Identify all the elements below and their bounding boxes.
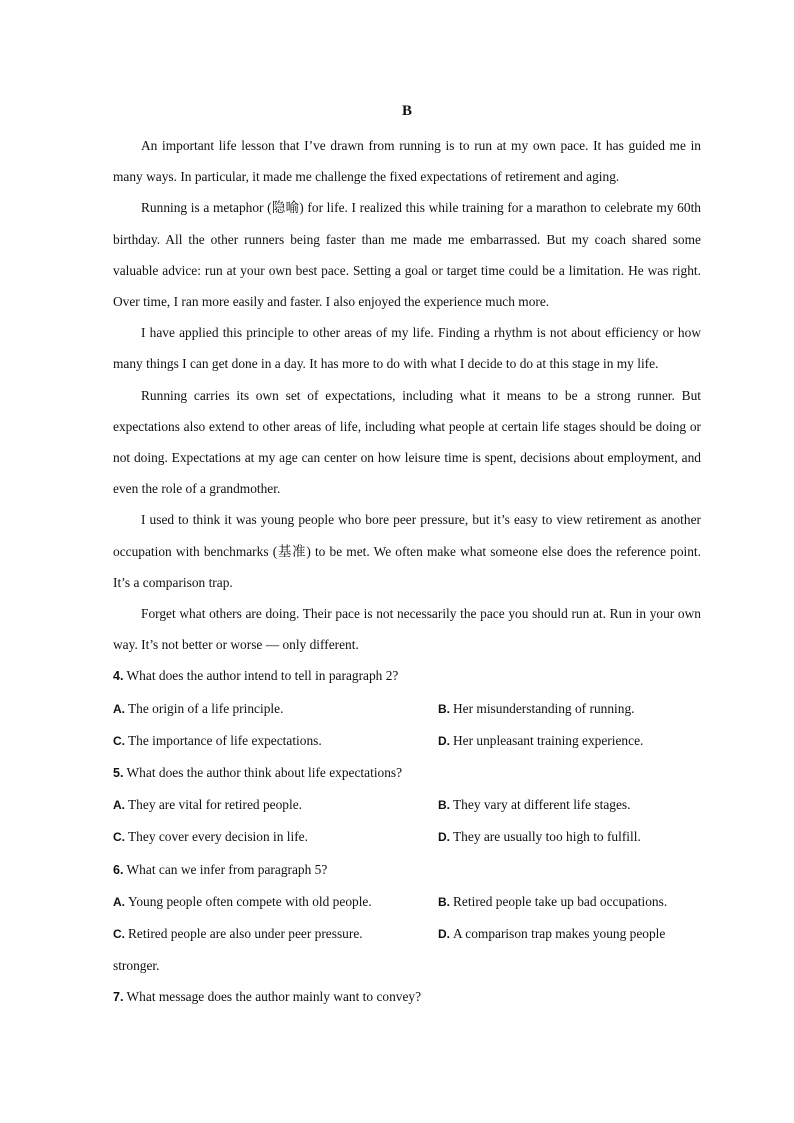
option-letter: A. <box>113 894 125 909</box>
option-c[interactable] <box>113 725 438 757</box>
option-text: Retired people take up bad occupations. <box>453 893 668 909</box>
question-number: 6. <box>113 862 124 877</box>
option-letter: D. <box>438 733 450 748</box>
question-number: 5. <box>113 766 124 781</box>
option-b[interactable] <box>438 886 701 918</box>
passage-paragraph-3: I have applied this principle to other areas of my life. Finding a rhythm is not about efficiency or how many things I can get done in a day. It has more to do with what I decide to do at this stage in my life. <box>113 325 701 372</box>
question-text: What does the author think about life expectations? <box>126 765 403 781</box>
passage-paragraph-4: Running carries its own set of expectations, including what it means to be a strong runner. But expectations also extend to other areas of life, including what people at certain life stages should be doing or not doing. Expectations at my age can center on how leisure time is spent, decisions about employment, and even the role of a grandmother. <box>113 387 701 497</box>
question-stem <box>113 757 701 789</box>
option-grid <box>113 693 701 757</box>
option-c[interactable] <box>113 918 438 950</box>
passage-paragraph-6: Forget what others are doing. Their pace is not necessarily the pace you should run at. Run in your own way. It’s not better or worse — only different. <box>113 606 701 653</box>
option-letter: B. <box>438 894 450 909</box>
option-c[interactable] <box>113 821 438 853</box>
option-b[interactable] <box>438 789 701 821</box>
question-stem <box>113 660 701 692</box>
option-text: They vary at different life stages. <box>453 797 631 813</box>
option-d[interactable] <box>438 725 701 757</box>
option-grid <box>113 886 701 950</box>
question-number: 7. <box>113 990 124 1005</box>
passage-paragraph-5: I used to think it was young people who bore peer pressure, but it’s easy to view retirement as another occupation with benchmarks (基准) to be met. We often make what someone else does the reference point. It’s a comparison trap. <box>113 512 701 590</box>
option-text: The importance of life expectations. <box>128 732 322 748</box>
passage-paragraph-1: An important life lesson that I’ve drawn from running is to run at my own pace. It has guided me in many ways. In particular, it made me challenge the fixed expectations of retirement and aging. <box>113 138 701 185</box>
question-text: What does the author intend to tell in paragraph 2? <box>126 668 399 684</box>
option-letter: A. <box>113 701 125 716</box>
section-title: B <box>401 103 412 119</box>
question-number: 4. <box>113 669 124 684</box>
option-letter: B. <box>438 701 450 716</box>
passage-paragraph-2: Running is a metaphor (隐喻) for life. I realized this while training for a marathon to celebrate my 60th birthday. All the other runners being faster than me made me embarrassed. But my coach shared some valuable advice: run at your own best pace. Setting a goal or target time could be a limitation. He was right. Over time, I ran more easily and faster. I also enjoyed the experience much more. <box>113 200 701 310</box>
option-text: They are vital for retired people. <box>128 797 302 813</box>
option-letter: C. <box>113 830 125 845</box>
option-d[interactable] <box>438 821 701 853</box>
question-6 <box>113 854 701 982</box>
option-d-continuation: stronger. <box>113 958 160 974</box>
option-text: Her unpleasant training experience. <box>453 732 644 748</box>
option-text: They cover every decision in life. <box>128 829 308 845</box>
option-a[interactable] <box>113 886 438 918</box>
option-text: They are usually too high to fulfill. <box>453 829 641 845</box>
option-b[interactable] <box>438 693 701 725</box>
option-letter: D. <box>438 927 450 942</box>
option-letter: D. <box>438 830 450 845</box>
option-text: The origin of a life principle. <box>128 700 284 716</box>
option-letter: A. <box>113 798 125 813</box>
reading-passage <box>113 130 701 660</box>
option-text: Young people often compete with old people. <box>128 893 372 909</box>
question-text: What message does the author mainly want to convey? <box>126 989 422 1005</box>
question-stem <box>113 981 701 1013</box>
option-text: Her misunderstanding of running. <box>453 700 635 716</box>
option-d[interactable] <box>438 918 701 950</box>
exam-page <box>113 100 701 1014</box>
option-a[interactable] <box>113 693 438 725</box>
question-text: What can we infer from paragraph 5? <box>126 861 328 877</box>
question-stem <box>113 854 701 886</box>
option-letter: C. <box>113 927 125 942</box>
question-7 <box>113 981 701 1013</box>
option-text: A comparison trap makes young people <box>453 926 666 942</box>
option-letter: B. <box>438 798 450 813</box>
question-4 <box>113 660 701 757</box>
option-letter: C. <box>113 733 125 748</box>
option-a[interactable] <box>113 789 438 821</box>
option-grid <box>113 789 701 853</box>
question-5 <box>113 757 701 854</box>
option-text: Retired people are also under peer pressure. <box>128 926 363 942</box>
